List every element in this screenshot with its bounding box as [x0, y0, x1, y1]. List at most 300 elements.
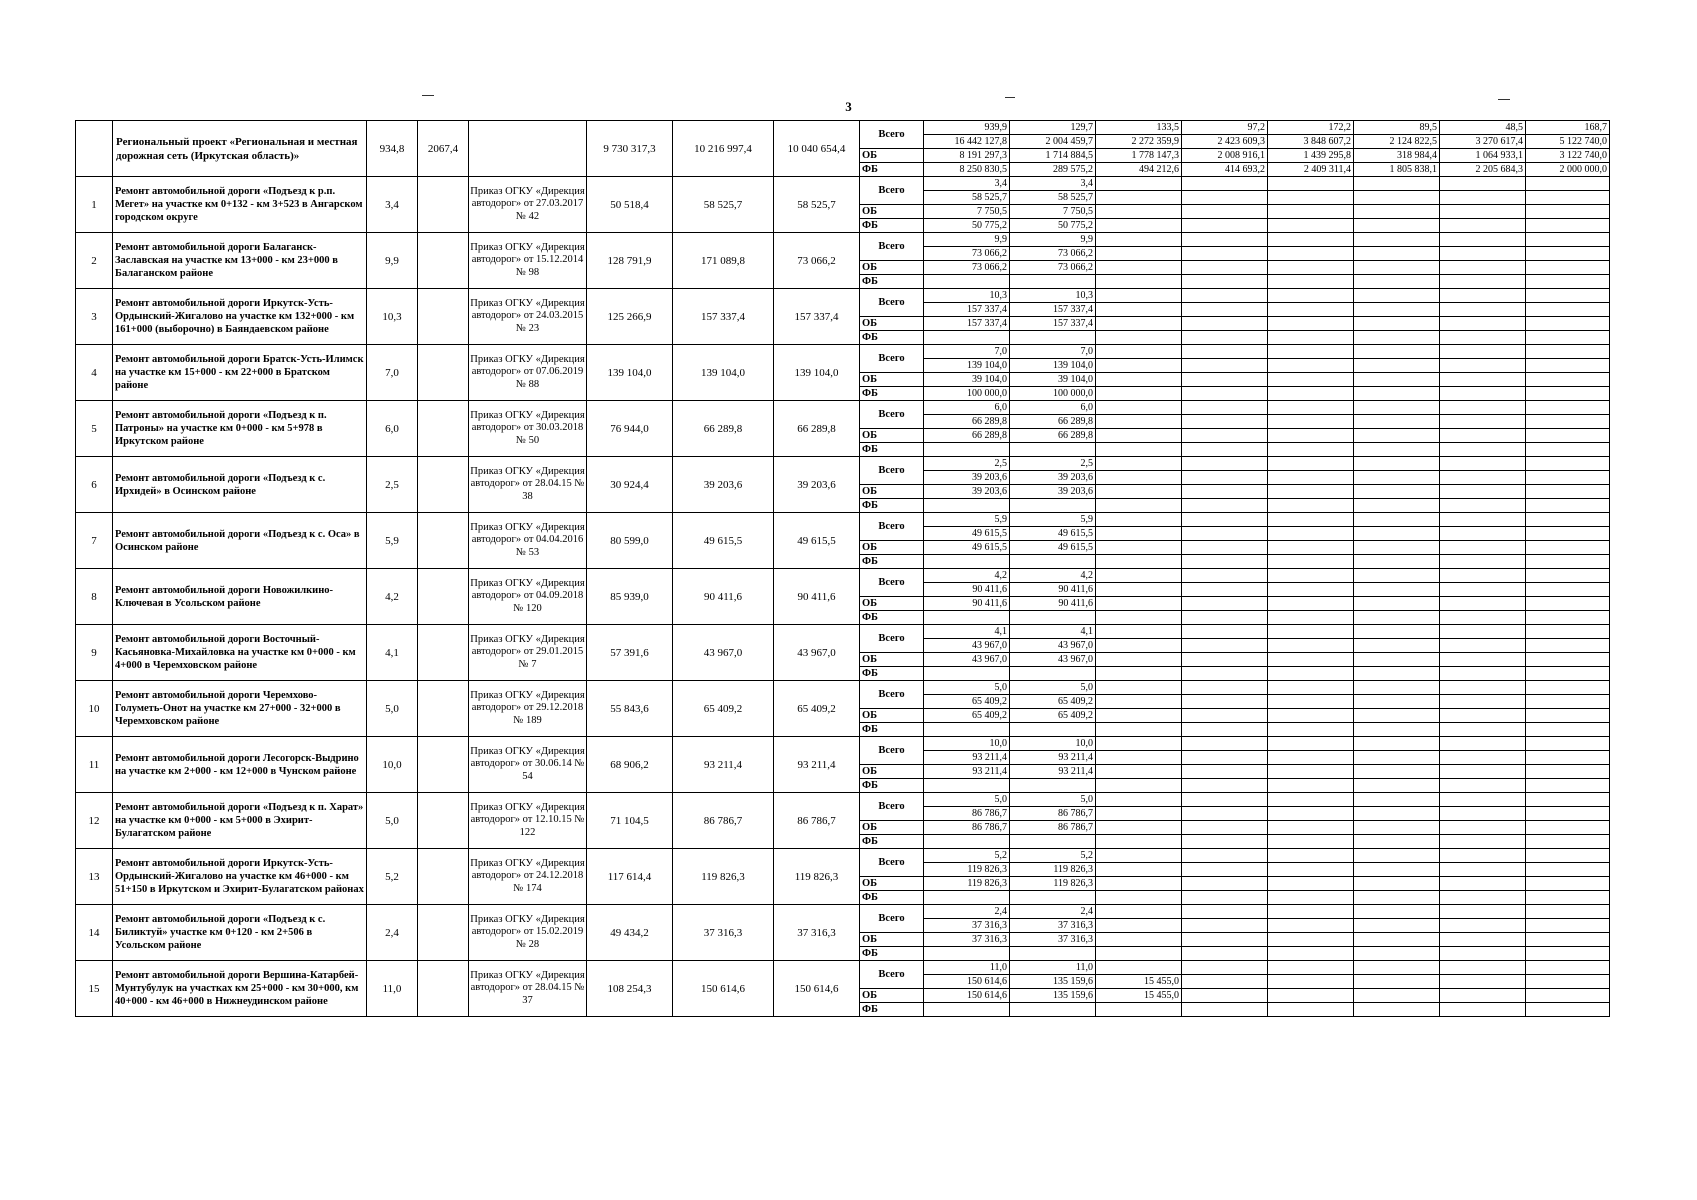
- cell: [1440, 695, 1526, 709]
- cell: 172,2: [1268, 121, 1354, 135]
- cell: [1096, 373, 1182, 387]
- cell: 73 066,2: [924, 261, 1010, 275]
- cell: [1354, 611, 1440, 625]
- cell: 5,2: [1010, 849, 1096, 863]
- cell: [1526, 681, 1610, 695]
- cell: [1182, 233, 1268, 247]
- cell: 10,3: [1010, 289, 1096, 303]
- cell: [1268, 191, 1354, 205]
- cell: [1182, 975, 1268, 989]
- row-cost3: 157 337,4: [774, 289, 860, 345]
- cell: [1096, 947, 1182, 961]
- cell: [1526, 835, 1610, 849]
- cell: [1526, 877, 1610, 891]
- cell: [1354, 569, 1440, 583]
- cell: [1440, 765, 1526, 779]
- cell: [1268, 275, 1354, 289]
- row-document: Приказ ОГКУ «Дирекция автодорог» от 15.12.2014 № 98: [469, 233, 587, 289]
- cell: [1096, 191, 1182, 205]
- cell: 2,4: [1010, 905, 1096, 919]
- cell: [1440, 457, 1526, 471]
- cell: [1354, 639, 1440, 653]
- cell: 3 122 740,0: [1526, 149, 1610, 163]
- row-length: 9,9: [367, 233, 418, 289]
- scan-mark: [1005, 97, 1015, 98]
- cell: 289 575,2: [1010, 163, 1096, 177]
- cell: [1268, 625, 1354, 639]
- cell: [1440, 275, 1526, 289]
- row-empty: [418, 625, 469, 681]
- cell: [1268, 863, 1354, 877]
- row-name: Ремонт автомобильной дороги Братск-Усть-Илимск на участке км 15+000 - км 22+000 в Братском районе: [113, 345, 367, 401]
- row-cost1: 71 104,5: [587, 793, 673, 849]
- cell: [1010, 499, 1096, 513]
- cell: [1354, 947, 1440, 961]
- cell: [1526, 807, 1610, 821]
- cell: 1 778 147,3: [1096, 149, 1182, 163]
- row-cost2: 139 104,0: [673, 345, 774, 401]
- cell: [1268, 933, 1354, 947]
- cell: 939,9: [924, 121, 1010, 135]
- cell: [1526, 779, 1610, 793]
- label-ob: ОБ: [860, 933, 924, 947]
- cell: [1440, 667, 1526, 681]
- cell: [1526, 387, 1610, 401]
- cell: [1096, 261, 1182, 275]
- cell: [1440, 905, 1526, 919]
- header-col3: 2067,4: [418, 121, 469, 177]
- cell: [1268, 415, 1354, 429]
- row-number: 9: [76, 625, 113, 681]
- cell: [1096, 695, 1182, 709]
- cell: [1526, 513, 1610, 527]
- row-cost1: 125 266,9: [587, 289, 673, 345]
- cell: 414 693,2: [1182, 163, 1268, 177]
- cell: [1354, 485, 1440, 499]
- cell: [1354, 499, 1440, 513]
- row-cost1: 80 599,0: [587, 513, 673, 569]
- cell: [1096, 709, 1182, 723]
- cell: [1526, 639, 1610, 653]
- cell: [1096, 877, 1182, 891]
- cell: [924, 835, 1010, 849]
- cell: 119 826,3: [924, 877, 1010, 891]
- cell: [1096, 961, 1182, 975]
- cell: [1010, 891, 1096, 905]
- row-cost2: 65 409,2: [673, 681, 774, 737]
- cell: [1096, 597, 1182, 611]
- label-ob: ОБ: [860, 653, 924, 667]
- row-length: 6,0: [367, 401, 418, 457]
- row-empty: [418, 681, 469, 737]
- cell: [1096, 205, 1182, 219]
- cell: [1526, 471, 1610, 485]
- cell: 157 337,4: [1010, 303, 1096, 317]
- cell: 1 805 838,1: [1354, 163, 1440, 177]
- cell: 2 008 916,1: [1182, 149, 1268, 163]
- label-fb: ФБ: [860, 667, 924, 681]
- cell: [1440, 821, 1526, 835]
- row-document: Приказ ОГКУ «Дирекция автодорог» от 12.10.15 № 122: [469, 793, 587, 849]
- row-empty: [418, 961, 469, 1017]
- cell: [924, 611, 1010, 625]
- label-fb: ФБ: [860, 779, 924, 793]
- row-cost2: 171 089,8: [673, 233, 774, 289]
- cell: [1010, 667, 1096, 681]
- cell: 6,0: [924, 401, 1010, 415]
- cell: [1010, 1003, 1096, 1017]
- row-document: Приказ ОГКУ «Дирекция автодорог» от 30.06.14 № 54: [469, 737, 587, 793]
- cell: [1440, 443, 1526, 457]
- label-vsego: Всего: [860, 401, 924, 429]
- cell: 48,5: [1440, 121, 1526, 135]
- cell: [1182, 611, 1268, 625]
- row-length: 10,3: [367, 289, 418, 345]
- label-ob: ОБ: [860, 821, 924, 835]
- cell: [1440, 471, 1526, 485]
- cell: [1526, 919, 1610, 933]
- cell: 5,0: [1010, 681, 1096, 695]
- cell: [1010, 443, 1096, 457]
- cell: [1354, 513, 1440, 527]
- cell: 86 786,7: [924, 807, 1010, 821]
- cell: [1354, 751, 1440, 765]
- row-cost2: 43 967,0: [673, 625, 774, 681]
- cell: [1268, 1003, 1354, 1017]
- cell: [1268, 527, 1354, 541]
- cell: 5,9: [1010, 513, 1096, 527]
- cell: [1096, 457, 1182, 471]
- cell: [1354, 849, 1440, 863]
- cell: 49 615,5: [1010, 541, 1096, 555]
- cell: [1354, 583, 1440, 597]
- row-length: 4,2: [367, 569, 418, 625]
- cell: [1096, 919, 1182, 933]
- cell: 5,2: [924, 849, 1010, 863]
- row-cost1: 50 518,4: [587, 177, 673, 233]
- row-number: 13: [76, 849, 113, 905]
- cell: [1096, 345, 1182, 359]
- cell: 9,9: [924, 233, 1010, 247]
- cell: [1182, 891, 1268, 905]
- cell: [924, 779, 1010, 793]
- cell: [1182, 681, 1268, 695]
- cell: [1526, 317, 1610, 331]
- row-document: Приказ ОГКУ «Дирекция автодорог» от 28.04.15 № 37: [469, 961, 587, 1017]
- cell: [1440, 611, 1526, 625]
- cell: 66 289,8: [1010, 415, 1096, 429]
- cell: [1354, 275, 1440, 289]
- cell: [1354, 737, 1440, 751]
- cell: 49 615,5: [924, 527, 1010, 541]
- label-fb: ФБ: [860, 499, 924, 513]
- cell: [1182, 401, 1268, 415]
- cell: [1440, 219, 1526, 233]
- label-fb: ФБ: [860, 387, 924, 401]
- cell: 5,0: [924, 793, 1010, 807]
- cell: [1354, 793, 1440, 807]
- cell: [1268, 541, 1354, 555]
- cell: [924, 667, 1010, 681]
- cell: [1440, 891, 1526, 905]
- cell: [1440, 835, 1526, 849]
- cell: [1268, 331, 1354, 345]
- label-fb: ФБ: [860, 611, 924, 625]
- cell: [1096, 527, 1182, 541]
- cell: 90 411,6: [1010, 583, 1096, 597]
- cell: [1096, 233, 1182, 247]
- row-length: 4,1: [367, 625, 418, 681]
- cell: [1096, 863, 1182, 877]
- row-cost2: 150 614,6: [673, 961, 774, 1017]
- cell: [1182, 863, 1268, 877]
- cell: [1182, 905, 1268, 919]
- row-number: 1: [76, 177, 113, 233]
- table-row: [76, 401, 1610, 415]
- cell: [1526, 723, 1610, 737]
- row-cost1: 30 924,4: [587, 457, 673, 513]
- cell: [1268, 905, 1354, 919]
- row-number: 7: [76, 513, 113, 569]
- cell: [1182, 989, 1268, 1003]
- cell: [1526, 751, 1610, 765]
- cell: [1440, 975, 1526, 989]
- cell: [1182, 639, 1268, 653]
- cell: [1010, 779, 1096, 793]
- row-cost1: 108 254,3: [587, 961, 673, 1017]
- label-vsego: Всего: [860, 681, 924, 709]
- cell: [1182, 429, 1268, 443]
- cell: [1182, 583, 1268, 597]
- row-empty: [418, 345, 469, 401]
- row-name: Ремонт автомобильной дороги Лесогорск-Выдрино на участке км 2+000 - км 12+000 в Чунском районе: [113, 737, 367, 793]
- cell: [1268, 177, 1354, 191]
- cell: [1440, 205, 1526, 219]
- label-vsego: Всего: [860, 793, 924, 821]
- cell: [1440, 653, 1526, 667]
- row-cost3: 73 066,2: [774, 233, 860, 289]
- cell: [1440, 177, 1526, 191]
- cell: [1182, 653, 1268, 667]
- row-empty: [418, 401, 469, 457]
- cell: [1354, 331, 1440, 345]
- cell: [1354, 191, 1440, 205]
- cell: 2 124 822,5: [1354, 135, 1440, 149]
- cell: [1096, 639, 1182, 653]
- row-empty: [418, 177, 469, 233]
- cell: 89,5: [1354, 121, 1440, 135]
- row-name: Ремонт автомобильной дороги Черемхово-Голуметь-Онот на участке км 27+000 - 32+000 в Черемховском районе: [113, 681, 367, 737]
- cell: [1526, 1003, 1610, 1017]
- cell: [1526, 765, 1610, 779]
- cell: 168,7: [1526, 121, 1610, 135]
- cell: [1268, 429, 1354, 443]
- cell: [1182, 835, 1268, 849]
- cell: [924, 499, 1010, 513]
- table-row: [76, 961, 1610, 975]
- cell: 90 411,6: [1010, 597, 1096, 611]
- row-number: 4: [76, 345, 113, 401]
- cell: 7 750,5: [924, 205, 1010, 219]
- cell: [1526, 555, 1610, 569]
- cell: [1096, 499, 1182, 513]
- row-number: 11: [76, 737, 113, 793]
- cell: [1096, 471, 1182, 485]
- cell: 139 104,0: [924, 359, 1010, 373]
- cell: 58 525,7: [1010, 191, 1096, 205]
- row-length: 2,4: [367, 905, 418, 961]
- cell: [1354, 359, 1440, 373]
- cell: 157 337,4: [1010, 317, 1096, 331]
- row-empty: [418, 289, 469, 345]
- cell: [1440, 415, 1526, 429]
- label-ob: ОБ: [860, 989, 924, 1003]
- cell: [1182, 177, 1268, 191]
- cell: [1354, 905, 1440, 919]
- cell: [1440, 989, 1526, 1003]
- cell: [1096, 541, 1182, 555]
- label-ob: ОБ: [860, 429, 924, 443]
- cell: [1096, 653, 1182, 667]
- cell: [924, 891, 1010, 905]
- cell: [924, 443, 1010, 457]
- row-empty: [418, 233, 469, 289]
- cell: [1440, 569, 1526, 583]
- header-row: [76, 121, 1610, 135]
- cell: [1182, 597, 1268, 611]
- cell: [1440, 401, 1526, 415]
- cell: 129,7: [1010, 121, 1096, 135]
- cell: [1182, 345, 1268, 359]
- cell: 10,0: [1010, 737, 1096, 751]
- table-row: [76, 905, 1610, 919]
- row-cost3: 86 786,7: [774, 793, 860, 849]
- cell: [1268, 821, 1354, 835]
- cell: [1268, 667, 1354, 681]
- cell: [1096, 219, 1182, 233]
- cell: 5 122 740,0: [1526, 135, 1610, 149]
- cell: 119 826,3: [924, 863, 1010, 877]
- label-ob: ОБ: [860, 709, 924, 723]
- cell: [924, 275, 1010, 289]
- cell: 139 104,0: [1010, 359, 1096, 373]
- row-cost3: 66 289,8: [774, 401, 860, 457]
- cell: [1440, 947, 1526, 961]
- cell: [1268, 443, 1354, 457]
- cell: [1096, 275, 1182, 289]
- cell: [1440, 961, 1526, 975]
- cell: [1096, 359, 1182, 373]
- row-length: 11,0: [367, 961, 418, 1017]
- cell: [1354, 597, 1440, 611]
- cell: 2 272 359,9: [1096, 135, 1182, 149]
- cell: 93 211,4: [1010, 751, 1096, 765]
- cell: 86 786,7: [1010, 807, 1096, 821]
- cell: [1182, 541, 1268, 555]
- cell: 157 337,4: [924, 317, 1010, 331]
- cell: 10,3: [924, 289, 1010, 303]
- row-name: Ремонт автомобильной дороги «Подъезд к с. Оса» в Осинском районе: [113, 513, 367, 569]
- cell: 37 316,3: [924, 919, 1010, 933]
- cell: [1182, 443, 1268, 457]
- cell: [1096, 681, 1182, 695]
- cell: 4,2: [1010, 569, 1096, 583]
- cell: [1526, 275, 1610, 289]
- table-row: [76, 177, 1610, 191]
- cell: [1096, 933, 1182, 947]
- cell: 73 066,2: [924, 247, 1010, 261]
- row-document: Приказ ОГКУ «Дирекция автодорог» от 24.03.2015 № 23: [469, 289, 587, 345]
- cell: [1268, 877, 1354, 891]
- cell: 39 203,6: [1010, 471, 1096, 485]
- cell: 37 316,3: [924, 933, 1010, 947]
- cell: [1440, 849, 1526, 863]
- row-empty: [418, 569, 469, 625]
- row-document: Приказ ОГКУ «Дирекция автодорог» от 04.09.2018 № 120: [469, 569, 587, 625]
- cell: 39 104,0: [924, 373, 1010, 387]
- row-number: 6: [76, 457, 113, 513]
- label-fb: ФБ: [860, 555, 924, 569]
- row-cost2: 49 615,5: [673, 513, 774, 569]
- cell: [1440, 317, 1526, 331]
- cell: [1526, 359, 1610, 373]
- row-name: Ремонт автомобильной дороги Иркутск-Усть-Ордынский-Жигалово на участке км 132+000 - км 161+000 (выборочно) в Баяндаевском районе: [113, 289, 367, 345]
- cell: [1526, 289, 1610, 303]
- cell: [1526, 527, 1610, 541]
- cell: [1440, 303, 1526, 317]
- label-ob: ОБ: [860, 597, 924, 611]
- cell: [1268, 709, 1354, 723]
- header-doc: [469, 121, 587, 177]
- cell: [1182, 625, 1268, 639]
- cell: [1354, 289, 1440, 303]
- cell: [1010, 611, 1096, 625]
- cell: [1268, 485, 1354, 499]
- cell: [1182, 793, 1268, 807]
- table-row: [76, 233, 1610, 247]
- cell: [1268, 793, 1354, 807]
- row-cost1: 128 791,9: [587, 233, 673, 289]
- label-vsego: Всего: [860, 289, 924, 317]
- cell: [1182, 849, 1268, 863]
- cell: [1268, 359, 1354, 373]
- cell: [1182, 569, 1268, 583]
- cell: [1354, 891, 1440, 905]
- cell: [1096, 177, 1182, 191]
- cell: [1526, 303, 1610, 317]
- row-cost3: 49 615,5: [774, 513, 860, 569]
- cell: [1354, 709, 1440, 723]
- cell: [1354, 723, 1440, 737]
- cell: [1096, 849, 1182, 863]
- cell: 3,4: [1010, 177, 1096, 191]
- cell: 494 212,6: [1096, 163, 1182, 177]
- cell: [1096, 835, 1182, 849]
- cell: [1182, 765, 1268, 779]
- cell: [1354, 177, 1440, 191]
- cell: [1182, 751, 1268, 765]
- row-cost1: 117 614,4: [587, 849, 673, 905]
- cell: 7,0: [1010, 345, 1096, 359]
- cell: 86 786,7: [924, 821, 1010, 835]
- cell: [1182, 821, 1268, 835]
- row-cost3: 150 614,6: [774, 961, 860, 1017]
- label-fb: ФБ: [860, 723, 924, 737]
- cell: [1268, 765, 1354, 779]
- cell: [1268, 989, 1354, 1003]
- cell: [1182, 527, 1268, 541]
- row-name: Ремонт автомобильной дороги Восточный-Касьяновка-Михайловка на участке км 0+000 - км 4+000 в Черемховском районе: [113, 625, 367, 681]
